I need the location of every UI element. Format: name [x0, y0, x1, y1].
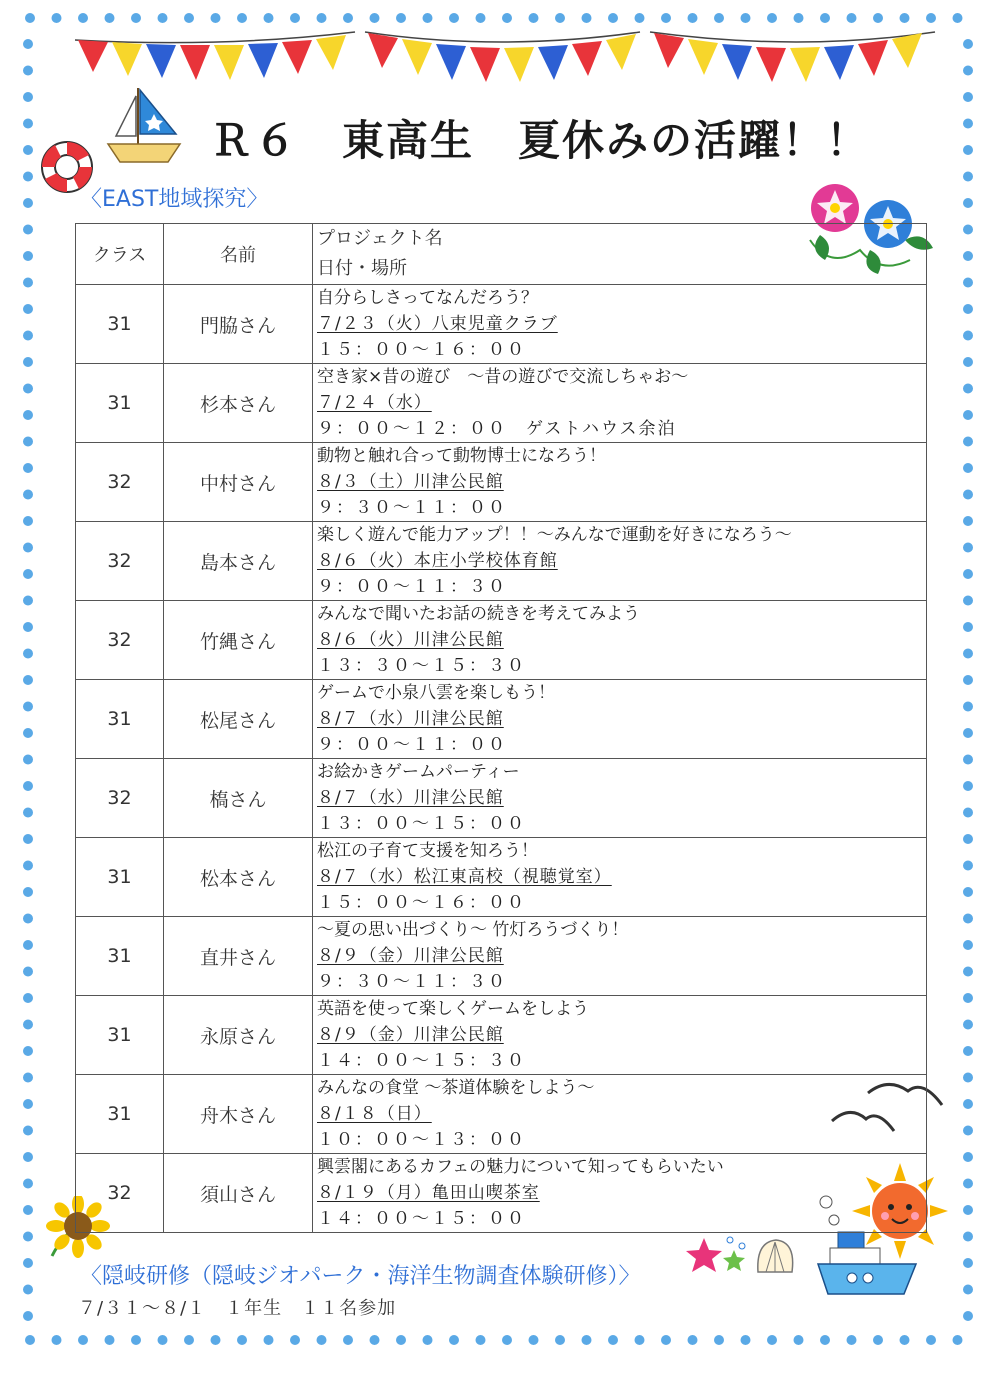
border-dot — [963, 119, 973, 129]
row-time: ９：３０〜１１：００ — [317, 498, 507, 518]
border-dot — [963, 808, 973, 818]
header-project-line2: 日付・場所 — [317, 258, 407, 279]
border-dot — [23, 1258, 33, 1268]
border-dot — [23, 1152, 33, 1162]
row-class: 31 — [76, 680, 164, 759]
border-dot — [23, 596, 33, 606]
row-class: 32 — [76, 1154, 164, 1233]
border-dot — [963, 675, 973, 685]
border-dot — [963, 1046, 973, 1056]
border-dot — [131, 1335, 141, 1345]
table-row — [76, 759, 927, 838]
border-dot — [23, 728, 33, 738]
row-name: 槗さん — [164, 759, 313, 838]
border-dot — [963, 225, 973, 235]
table-row — [76, 1154, 927, 1233]
border-dot — [502, 1335, 512, 1345]
border-dot — [963, 1311, 973, 1321]
row-class: 32 — [76, 759, 164, 838]
border-dot — [714, 1335, 724, 1345]
table-row — [76, 601, 927, 680]
border-dot — [963, 172, 973, 182]
starfish-shell-icon — [686, 1232, 796, 1282]
row-project-title: 空き家×昔の遊び ～昔の遊びで交流しちゃお～ — [317, 367, 689, 387]
border-dot — [23, 437, 33, 447]
border-dot — [963, 914, 973, 924]
header-name: 名前 — [164, 224, 313, 285]
border-dot — [23, 861, 33, 871]
border-dot — [767, 1335, 777, 1345]
row-class: 32 — [76, 601, 164, 680]
row-date-place: ８/７（水）川津公民館 — [317, 709, 504, 729]
border-dot — [23, 198, 33, 208]
row-name: 島本さん — [164, 522, 313, 601]
border-dot — [820, 1335, 830, 1345]
row-name: 杉本さん — [164, 364, 313, 443]
border-dot — [953, 1335, 963, 1345]
border-dot — [23, 649, 33, 659]
border-dot — [963, 198, 973, 208]
border-dot — [23, 940, 33, 950]
border-dot — [963, 145, 973, 155]
row-name: 永原さん — [164, 996, 313, 1075]
border-dot — [264, 1335, 274, 1345]
border-dot — [963, 304, 973, 314]
table-row — [76, 522, 927, 601]
border-dot — [635, 1335, 645, 1345]
border-dot — [900, 1335, 910, 1345]
border-dot — [963, 543, 973, 553]
table-row — [76, 1075, 927, 1154]
border-dot — [963, 755, 973, 765]
row-time: ９：００〜１２：００ ゲストハウス余泊 — [317, 419, 677, 439]
border-dot — [23, 1285, 33, 1295]
row-class: 31 — [76, 917, 164, 996]
border-dot — [449, 1335, 459, 1345]
row-time: １３：３０〜１５：３０ — [317, 656, 526, 676]
border-dot — [23, 516, 33, 526]
row-name: 須山さん — [164, 1154, 313, 1233]
table-row — [76, 443, 927, 522]
border-dot — [963, 410, 973, 420]
row-date-place: ８/１９（月）亀田山喫茶室 — [317, 1183, 540, 1203]
border-dot — [23, 914, 33, 924]
header-project-line1: プロジェクト名 — [317, 228, 443, 249]
row-name: 直井さん — [164, 917, 313, 996]
row-time: １０：００〜１３：００ — [317, 1130, 526, 1150]
row-project-title: 自分らしさってなんだろう？ — [317, 288, 538, 308]
row-time: １５：００〜１６：００ — [317, 340, 526, 360]
row-project-title: 動物と触れ合って動物博士になろう！ — [317, 446, 606, 466]
table-row — [76, 680, 927, 759]
row-project-cell — [313, 996, 927, 1075]
table-row — [76, 996, 927, 1075]
border-dot — [847, 1335, 857, 1345]
activities-table — [75, 223, 927, 1233]
border-dot — [23, 781, 33, 791]
row-class: 31 — [76, 285, 164, 364]
border-dot — [23, 1073, 33, 1083]
row-time: ９：００〜１１：００ — [317, 735, 507, 755]
border-dot — [23, 331, 33, 341]
border-dot — [608, 1335, 618, 1345]
border-dot — [52, 1335, 62, 1345]
border-dot — [343, 1335, 353, 1345]
row-date-place: ７/２３（火）八束児童クラブ — [317, 314, 558, 334]
border-dot — [23, 1126, 33, 1136]
border-dot — [963, 993, 973, 1003]
row-class: 32 — [76, 443, 164, 522]
row-project-cell — [313, 1075, 927, 1154]
border-dot — [661, 1335, 671, 1345]
row-class: 31 — [76, 996, 164, 1075]
row-project-title: 英語を使って楽しくゲームをしよう — [317, 999, 589, 1019]
border-dot — [963, 887, 973, 897]
border-dot — [23, 278, 33, 288]
border-dot — [184, 1335, 194, 1345]
row-name: 舟木さん — [164, 1075, 313, 1154]
row-project-title: 楽しく遊んで能力アップ！！～みんなで運動を好きになろう～ — [317, 525, 792, 545]
border-dot — [25, 1335, 35, 1345]
border-dot — [23, 145, 33, 155]
border-dot — [23, 887, 33, 897]
row-class: 31 — [76, 364, 164, 443]
border-dot — [963, 861, 973, 871]
border-dot — [963, 1232, 973, 1242]
border-dot — [963, 1020, 973, 1030]
border-dot — [688, 1335, 698, 1345]
row-project-title: ゲームで小泉八雲を楽しもう！ — [317, 683, 555, 703]
row-date-place: ７/２４（水） — [317, 393, 432, 413]
row-project-cell — [313, 601, 927, 680]
border-dot — [23, 1099, 33, 1109]
page-title: Ｒ６ 東高生 夏休みの活躍！！ — [210, 116, 871, 165]
row-project-cell — [313, 522, 927, 601]
sailboat-icon — [104, 84, 184, 174]
border-dot — [794, 1335, 804, 1345]
border-dot — [582, 1335, 592, 1345]
row-project-title: 松江の子育て支援を知ろう！ — [317, 841, 538, 861]
border-dot — [963, 834, 973, 844]
row-project-cell — [313, 364, 927, 443]
border-dot — [23, 251, 33, 261]
border-dot — [23, 1020, 33, 1030]
row-project-title: みんなで聞いたお話の続きを考えてみよう — [317, 604, 640, 624]
border-dot — [23, 357, 33, 367]
border-dot — [23, 225, 33, 235]
border-dot — [23, 304, 33, 314]
row-date-place: ８/１８（日） — [317, 1104, 432, 1124]
border-dot — [476, 1335, 486, 1345]
border-dot — [963, 649, 973, 659]
row-date-place: ８/６（火）本庄小学校体育館 — [317, 551, 558, 571]
border-dot — [23, 1232, 33, 1242]
row-time: ９：００〜１１：３０ — [317, 577, 507, 597]
row-project-cell — [313, 838, 927, 917]
row-date-place: ８/６（火）川津公民館 — [317, 630, 504, 650]
border-dot — [23, 1205, 33, 1215]
row-project-cell — [313, 443, 927, 522]
row-time: １４：００〜１５：３０ — [317, 1051, 526, 1071]
border-dot — [23, 384, 33, 394]
row-project-title: ～夏の思い出づくり～ 竹灯ろうづくり！ — [317, 920, 629, 940]
border-dot — [963, 278, 973, 288]
border-dot — [23, 569, 33, 579]
row-date-place: ８/９（金）川津公民館 — [317, 946, 504, 966]
border-dot — [963, 702, 973, 712]
row-class: 31 — [76, 1075, 164, 1154]
row-name: 松本さん — [164, 838, 313, 917]
row-name: 中村さん — [164, 443, 313, 522]
border-dot — [23, 1046, 33, 1056]
border-dot — [23, 490, 33, 500]
row-project-cell — [313, 680, 927, 759]
border-dot — [290, 1335, 300, 1345]
border-dot — [873, 1335, 883, 1345]
border-dot — [963, 1099, 973, 1109]
row-project-cell — [313, 917, 927, 996]
border-dot — [963, 781, 973, 791]
border-dot — [963, 490, 973, 500]
table-row — [76, 285, 927, 364]
row-name: 竹縄さん — [164, 601, 313, 680]
header-class: クラス — [76, 224, 164, 285]
table-row — [76, 917, 927, 996]
border-dot — [963, 622, 973, 632]
row-time: ９：３０〜１１：３０ — [317, 972, 507, 992]
border-dot — [963, 569, 973, 579]
border-dot — [963, 1179, 973, 1189]
row-time: １４：００〜１５：００ — [317, 1209, 526, 1229]
border-dot — [963, 1073, 973, 1083]
row-project-cell — [313, 759, 927, 838]
border-dot — [158, 1335, 168, 1345]
border-dot — [23, 1311, 33, 1321]
row-project-cell — [313, 285, 927, 364]
row-date-place: ８/３（土）川津公民館 — [317, 472, 504, 492]
border-dot — [963, 1205, 973, 1215]
border-dot — [963, 357, 973, 367]
border-dot — [396, 1335, 406, 1345]
border-dot — [963, 1126, 973, 1136]
border-dot — [23, 543, 33, 553]
border-dot — [741, 1335, 751, 1345]
border-dot — [23, 993, 33, 1003]
border-dot — [963, 728, 973, 738]
border-dot — [237, 1335, 247, 1345]
row-time: １３：００〜１５：００ — [317, 814, 526, 834]
border-dot — [23, 1179, 33, 1189]
row-date-place: ８/７（水）松江東高校（視聴覚室） — [317, 867, 612, 887]
table-row — [76, 838, 927, 917]
border-dot — [963, 437, 973, 447]
border-dot — [23, 755, 33, 765]
border-dot — [23, 967, 33, 977]
border-dot — [317, 1335, 327, 1345]
oki-note: ７/３１～８/１ １年生 １１名参加 — [78, 1298, 397, 1319]
border-dot — [963, 596, 973, 606]
border-dot — [23, 410, 33, 420]
border-dot — [926, 1335, 936, 1345]
border-dot — [423, 1335, 433, 1345]
border-dot — [963, 1258, 973, 1268]
border-dot — [963, 463, 973, 473]
section-heading-east: 〈EAST地域探究〉 — [80, 187, 269, 212]
row-name: 松尾さん — [164, 680, 313, 759]
row-date-place: ８/７（水）川津公民館 — [317, 788, 504, 808]
row-class: 32 — [76, 522, 164, 601]
table-header-row — [76, 224, 927, 285]
border-dot — [963, 251, 973, 261]
border-dot — [963, 967, 973, 977]
border-dot — [211, 1335, 221, 1345]
border-dot — [23, 834, 33, 844]
border-dot — [963, 1285, 973, 1295]
border-dot — [23, 463, 33, 473]
row-date-place: ８/９（金）川津公民館 — [317, 1025, 504, 1045]
border-dot — [23, 622, 33, 632]
border-dot — [23, 119, 33, 129]
row-name: 門脇さん — [164, 285, 313, 364]
border-dot — [370, 1335, 380, 1345]
border-dot — [963, 1152, 973, 1162]
border-dot — [963, 331, 973, 341]
border-dot — [963, 516, 973, 526]
border-dot — [23, 808, 33, 818]
border-dot — [963, 940, 973, 950]
row-project-cell — [313, 1154, 927, 1233]
row-project-title: お絵かきゲームパーティー — [317, 762, 520, 782]
row-project-title: みんなの食堂 ～茶道体験をしよう～ — [317, 1078, 595, 1098]
border-dot — [23, 172, 33, 182]
row-project-title: 興雲閣にあるカフェの魅力について知ってもらいたい — [317, 1157, 724, 1177]
border-dot — [23, 675, 33, 685]
row-class: 31 — [76, 838, 164, 917]
header-project — [313, 224, 927, 285]
section-heading-oki: 〈隠岐研修（隠岐ジオパーク・海洋生物調査体験研修）〉 — [80, 1264, 641, 1289]
border-dot — [105, 1335, 115, 1345]
table-row — [76, 364, 927, 443]
border-dot — [529, 1335, 539, 1345]
row-time: １５：００〜１６：００ — [317, 893, 526, 913]
border-dot — [78, 1335, 88, 1345]
border-dot — [23, 702, 33, 712]
border-dot — [555, 1335, 565, 1345]
border-dot — [963, 384, 973, 394]
